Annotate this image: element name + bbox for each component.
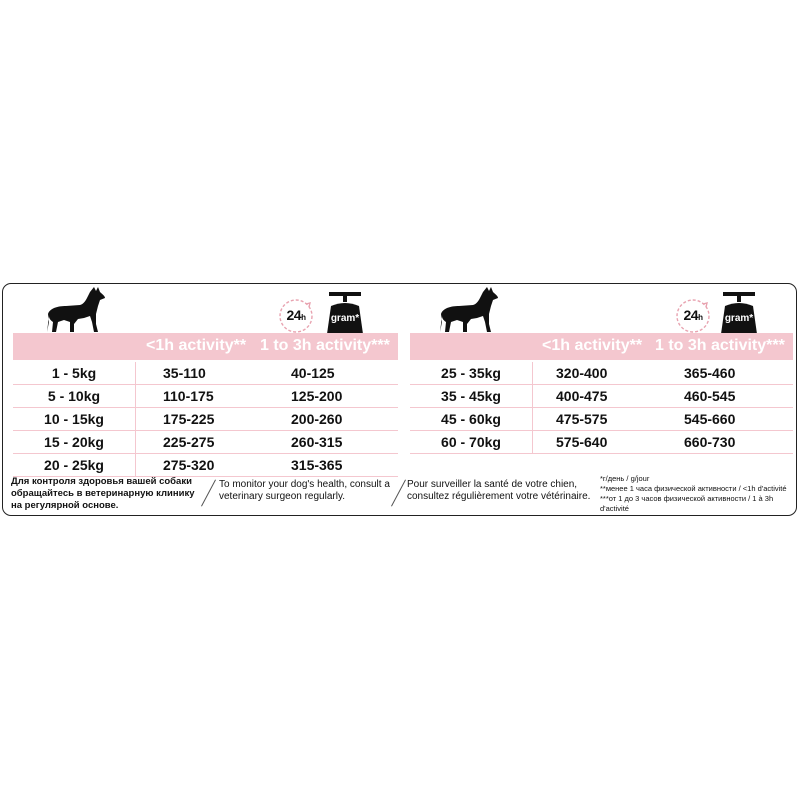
legend-footnotes xyxy=(600,474,798,514)
per-day-value: 24 xyxy=(286,307,302,323)
low-activity-cell: 110-175 xyxy=(163,388,214,404)
low-activity-cell: 35-110 xyxy=(163,365,206,381)
table-row xyxy=(13,362,398,385)
per-day-icon xyxy=(675,298,711,334)
table-row xyxy=(410,408,793,431)
weight-cell: 35 - 45kg xyxy=(441,388,501,404)
legend-line-low: **менее 1 часа физической активности / <1h d'activité xyxy=(600,484,787,493)
col-header-high-activity: 1 to 3h activity*** xyxy=(655,337,785,354)
high-activity-cell: 365-460 xyxy=(684,365,736,381)
high-activity-cell: 545-660 xyxy=(684,411,736,427)
low-activity-cell: 275-320 xyxy=(163,457,215,473)
note-russian: Для контроля здоровья вашей собаки обращайтесь в ветеринарную клинику на регулярной основе. xyxy=(11,476,195,511)
per-day-icon xyxy=(278,298,314,334)
table-row xyxy=(410,362,793,385)
col-header-low-activity: <1h activity** xyxy=(542,337,643,354)
dog-silhouette-icon xyxy=(44,286,106,334)
table-row xyxy=(410,385,793,408)
high-activity-cell: 460-545 xyxy=(684,388,736,404)
low-activity-cell: 400-475 xyxy=(556,388,608,404)
gram-label: gram* xyxy=(330,313,360,324)
per-day-value: 24 xyxy=(683,307,699,323)
gram-scale-icon xyxy=(323,290,367,334)
per-day-unit: h xyxy=(301,313,306,322)
weight-cell: 1 - 5kg xyxy=(51,365,97,381)
high-activity-cell: 315-365 xyxy=(291,457,343,473)
table-row xyxy=(13,385,398,408)
low-activity-cell: 225-275 xyxy=(163,434,215,450)
weight-cell: 10 - 15kg xyxy=(44,411,104,427)
feeding-guide-card xyxy=(2,283,797,516)
legend-line-high: ***от 1 до 3 часов физической активности / 1 à 3h d'activité xyxy=(600,494,774,513)
separator xyxy=(201,480,216,507)
high-activity-cell: 40-125 xyxy=(291,365,335,381)
weight-cell: 60 - 70kg xyxy=(441,434,501,450)
table-row xyxy=(13,454,398,477)
header-band xyxy=(410,333,793,360)
low-activity-cell: 575-640 xyxy=(556,434,608,450)
table-row xyxy=(410,431,793,454)
weight-cell: 5 - 10kg xyxy=(47,388,101,404)
table-rows xyxy=(410,362,793,454)
note-english: To monitor your dog's health, consult a veterinary surgeon regularly. xyxy=(219,479,390,502)
gram-scale-icon xyxy=(717,290,761,334)
header-band xyxy=(13,333,398,360)
dog-silhouette-icon xyxy=(437,286,499,334)
low-activity-cell: 320-400 xyxy=(556,365,608,381)
table-row xyxy=(13,408,398,431)
weight-cell: 20 - 25kg xyxy=(44,457,104,473)
per-day-unit: h xyxy=(698,313,703,322)
high-activity-cell: 125-200 xyxy=(291,388,343,404)
legend-line-grams: *г/день / g/jour xyxy=(600,474,650,483)
gram-label: gram* xyxy=(724,313,754,324)
low-activity-cell: 475-575 xyxy=(556,411,608,427)
weight-cell: 15 - 20kg xyxy=(44,434,104,450)
table-row xyxy=(13,431,398,454)
weight-cell: 25 - 35kg xyxy=(441,365,501,381)
col-header-high-activity: 1 to 3h activity*** xyxy=(260,337,390,354)
low-activity-cell: 175-225 xyxy=(163,411,215,427)
high-activity-cell: 260-315 xyxy=(291,434,343,450)
high-activity-cell: 660-730 xyxy=(684,434,736,450)
weight-cell: 45 - 60kg xyxy=(441,411,501,427)
note-french: Pour surveiller la santé de votre chien, consultez régulièrement votre vétérinaire. xyxy=(407,479,591,502)
col-header-low-activity: <1h activity** xyxy=(146,337,247,354)
table-rows xyxy=(13,362,398,477)
high-activity-cell: 200-260 xyxy=(291,411,343,427)
